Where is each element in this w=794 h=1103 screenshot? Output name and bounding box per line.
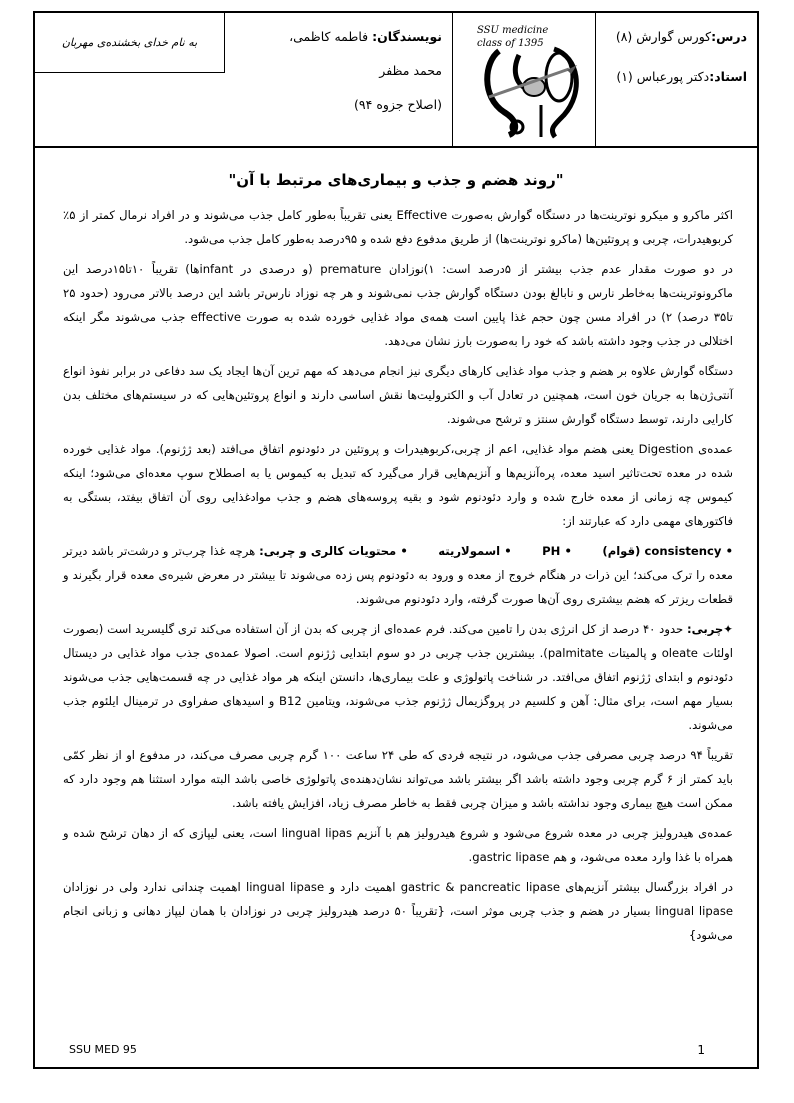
authors-cell <box>225 13 453 146</box>
author-1: فاطمه کاظمی، <box>289 29 369 44</box>
bullet-calorie-fat-label: • محتویات کالری و چربی: <box>259 544 408 558</box>
bullet-osmolarity: • اسمولاریته <box>438 544 512 558</box>
paragraph-1b: در دو صورت مقدار عدم جذب بیشتر از ۵درصد است: ۱)نوزادان premature (و درصدی در infantها) تقریباً ۱۰تا۱۵درصد این ماکرونوترینت‌ها به‌خاطر نارس و نابالغ بودن دستگاه گوارش جذب نمی‌شوند و هر چه نوزاد نارس‌تر باشد این درصد بالاتر می‌رود (حدود ۲۵ تا۳۵ درصد) ۲) در افراد مسن چون حجم غذا پایین است همه‌ی مواد غذایی خورده شده به صورت effective جذب می‌شوند مگر اینکه اختلالی در جذب وجود داشته باشد که خود را به‌صورت بارز نشان می‌دهد. <box>63 262 733 348</box>
fat-label: ✦چربی: <box>686 622 733 636</box>
footer-class-label: SSU MED 95 <box>69 1043 137 1056</box>
logo-text-1: SSU medicine <box>477 25 549 36</box>
paragraph-6: عمده‌ی هیدرولیز چربی در معده شروع می‌شود و شروع هیدرولیز هم با آنزیم lingual lipas است، یعنی لیپازی که از دهان ترشح شده و همراه با غذا وارد معده می‌شود، و هم gastric lipase. <box>63 826 733 864</box>
course-label: درس: <box>711 29 747 44</box>
teacher-value: دکتر پورعباس (۱) <box>616 69 710 84</box>
course-info-cell <box>596 13 757 146</box>
main-content <box>63 203 733 953</box>
page-title: "روند هضم و جذب و بیماری‌های مرتبط با آن" <box>228 171 564 189</box>
header <box>35 13 757 148</box>
paragraph-1a: اکثر ماکرو و میکرو نوترینت‌ها در دستگاه گوارش به‌صورت Effective یعنی تقریباً به‌طور کامل جذب می‌شوند و در افراد نرمال کمتر از ۵٪ کربوهیدرات، چربی و پروتئین‌ها (ماکرو نوترینت‌ها) از طریق مدفوع دفع شده و ۹۵درصد به‌طور کامل جذب می‌شود. <box>63 208 733 246</box>
bismillah-text: به نام خدای بخشنده‌ی مهربان <box>35 13 225 73</box>
paragraph-2: دستگاه گوارش علاوه بر هضم و جذب مواد غذایی کارهای دیگری نیز انجام می‌دهد که مهم ترین آن‌ها ایجاد یک سد دفاعی در برابر نفوذ انواع آنتی‌ژن‌ها به جریان خون است، همچنین در تعادل آب و الکترولیت‌ها نقش اساسی دارند و انواع پروتئین‌هایی که در سیستم‌های مختلف بدن کارایی دارند، توسط دستگاه گوارش سنتز و ترشح می‌شوند. <box>63 364 733 426</box>
course-line <box>616 29 747 44</box>
edit-note: (اصلاح جزوه ۹۴) <box>354 97 442 112</box>
paragraph-fat <box>63 617 733 737</box>
course-value: کورس گوارش (۸) <box>615 29 712 44</box>
paragraph-3: عمده‌ی Digestion یعنی هضم مواد غذایی، اعم از چربی،کربوهیدرات و پروتئین در دئودنوم اتفاق می‌افتد (بعد ژژنوم). مواد غذایی خورده شده در معده تحت‌تاثیر اسید معده، پره‌آنزیم‌ها و آنزیم‌هایی قرار می‌گیرد که تبدیل به کیموس یا به اصطلاح سوپ معده‌ای می‌شود؛ اینکه کیموس چه زمانی از معده خارج شده و وارد دئودنوم شود و بقیه پروسه‌های هضم و جذب موادغذایی روی آن اتفاق بیفتد، بستگی به فاکتورهای مهمی دارد که عبارتند از: <box>63 442 733 528</box>
bullet-calorie-fat-text: هرچه غذا چرب‌تر و درشت‌تر باشد دیرتر معده را ترک می‌کند؛ این ذرات در هنگام خروج از معده و ورود به دئودنوم پس زده می‌شوند تا بیشتر در معرض شیره‌ی معده قرار بگیرند و قطعات ریزتر که هضم بیشتری روی آن‌ها صورت گرفته، وارد دئودنوم می‌شوند. <box>63 544 733 606</box>
authors-line <box>289 29 442 44</box>
authors-label: نویسندگان: <box>372 29 442 44</box>
page-frame <box>33 11 759 1069</box>
paragraph-7: در افراد بزرگسال بیشتر آنزیم‌های gastric & pancreatic lipase اهمیت دارد و lingual lipase اهمیت چندانی ندارد ولی در نوزادان lingual lipase بسیار در هضم و جذب چربی موثر است، {تقریباً ۵۰ درصد هیدرولیز چربی در نوزادان با همان لیپاز دهانی و زبانی انجام می‌شود} <box>63 880 733 942</box>
logo-cell <box>453 13 596 146</box>
paragraph-5: تقریباً ۹۴ درصد چربی مصرفی جذب می‌شود، در نتیجه فردی که طی ۲۴ ساعت ۱۰۰ گرم چربی مصرف می‌کند، در مدفوع او از نظر کمّی باید کمتر از ۶ گرم چربی وجود داشته باشد اگر بیشتر باشد می‌تواند نشان‌دهنده‌ی پاتولوژی خاصی باشد البته موارد استثنا هم وجود دارد که ممکن است هیچ بیماری وجود نداشته باشد و میزان چربی فقط به خاطر مصرف زیاد، افزایش یافته باشد. <box>63 748 734 810</box>
stethoscope-logo-icon <box>459 17 591 141</box>
page-number: 1 <box>697 1043 705 1057</box>
bullet-consistency: • consistency (قوام) <box>602 544 734 558</box>
teacher-label: استاد: <box>709 69 747 84</box>
logo-text-2: class of 1395 <box>477 38 544 49</box>
author-2: محمد مظفر <box>379 63 442 78</box>
factors-list <box>63 539 733 611</box>
bismillah-cell <box>35 13 225 146</box>
bullet-ph: • PH <box>542 544 572 558</box>
fat-text: حدود ۴۰ درصد از کل انرژی بدن را تامین می‌کند. فرم عمده‌ای از چربی که بدن از آن استفاده می‌کند تری گلیسرید است (بصورت اولئات oleate و پالمیتات palmitate). بیشترین جذب چربی در دو سوم ابتدایی ژژنوم است. اصولا عمده‌ی جذب مواد غذایی در دیستال دئودنوم و ابتدای ژژنوم اتفاق می‌افتد. در شناخت پاتولوژی و علت بیماری‌ها، دانستن اینکه هر مواد غذایی در چه قسمت‌هایی جذب می‌شوند بسیار مهم است، برای مثال: آهن و کلسیم در پروگزیمال ژژنوم جذب می‌شوند، ویتامین B12 و اسیدهای صفراوی در ترمینال ایلئوم جذب می‌شوند. <box>63 622 734 732</box>
teacher-line <box>616 69 747 84</box>
